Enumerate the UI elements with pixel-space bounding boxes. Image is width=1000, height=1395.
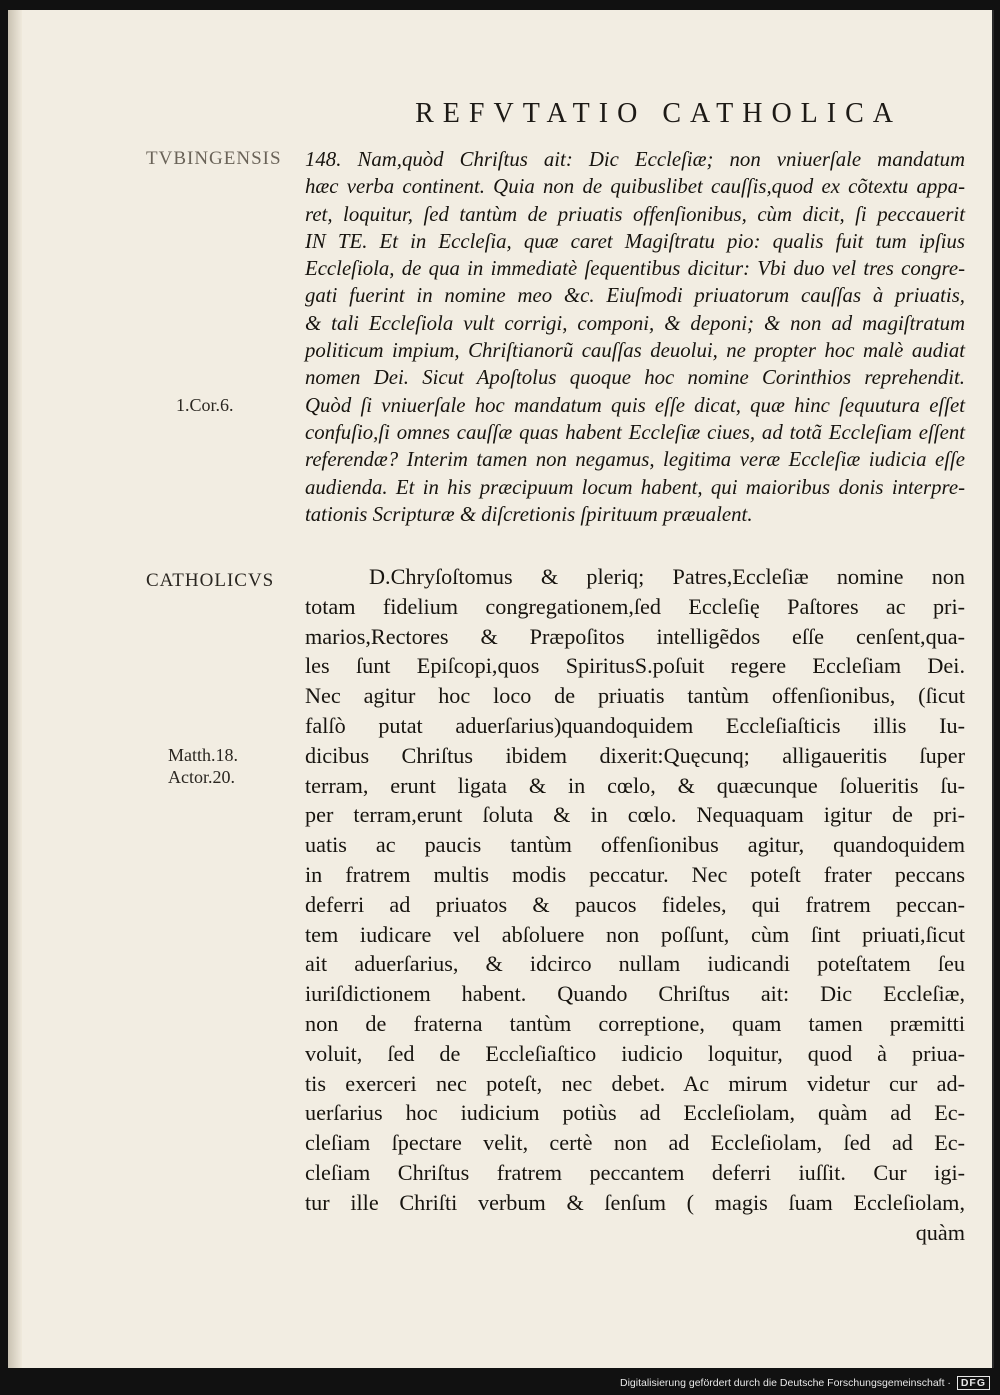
text-line: hæc verba continent. Quia non de quibuslibet cauſſis,quod ex cõtextu appa- (305, 175, 965, 199)
credit-text: Digitalisierung gefördert durch die Deutsche Forschungsgemeinschaft · (619, 1377, 951, 1389)
text-line: uatis ac paucis tantùm offenſionibus agitur, quandoquidem (305, 832, 965, 858)
text-line: ret, loquitur, ſed tantùm de priuatis offenſionibus, cùm dicit, ſi peccauerit (305, 202, 965, 226)
text-line: terram, erunt ligata & in cœlo, & quæcunque ſolueritis ſu- (305, 772, 965, 798)
text-line: politicum impium, Chriſtianorũ cauſſas deuolui, ne propter hoc malè audiat (305, 339, 965, 363)
speaker-label-catholicus: CATHOLICVS (146, 570, 275, 591)
book-page (8, 10, 994, 1368)
text-line: in fratrem multis modis peccatur. Nec poteſt frater peccans (305, 861, 965, 887)
text-line: dicibus Chriſtus ibidem dixerit:Quęcunq; alligaueritis ſuper (305, 742, 965, 768)
text-line: tationis Scripturæ & diſcretionis ſpirituum præualent. (305, 502, 753, 526)
italic-paragraph (305, 146, 965, 528)
text-line: voluit, ſed de Eccleſiaſtico iudicio loquitur, quod à priua- (305, 1040, 965, 1066)
margin-note-actor: Actor.20. (168, 767, 235, 787)
text-line: deferri ad priuatos & paucos fideles, qui fratrem peccan- (305, 891, 965, 917)
text-line: & tali Eccleſiola vult corrigi, componi, & deponi; & non ad magiſtratum (305, 311, 965, 335)
text-line: totam fidelium congregationem,ſed Eccleſię Paſtores ac pri- (305, 593, 965, 619)
text-line: cleſiam Chriſtus fratrem peccantem deferri iuſſit. Cur igi- (305, 1159, 965, 1185)
text-line: tis exerceri nec poteſt, nec debet. Ac mirum videtur cur ad- (305, 1070, 965, 1096)
text-line: gati fuerint in nomine meo &c. Eiuſmodi priuatorum cauſſas à priuatis, (305, 284, 965, 308)
text-line: referendæ? Interim tamen non negamus, legitima veræ Eccleſiæ iudicia eſſe (305, 448, 965, 472)
dfg-logo: DFG (957, 1376, 990, 1390)
text-line: audienda. Et in his præcipuum locum habent, qui maioribus donis interpre- (305, 475, 965, 499)
text-line: confuſio,ſi omnes cauſſæ quas habent Eccleſiæ ciues, ad totã Eccleſiam eſſent (305, 420, 965, 444)
text-line: tur ille Chriſti verbum & ſenſum ( magis ſuam Eccleſiolam, (305, 1189, 965, 1215)
text-line: D.Chryſoſtomus & pleriq; Patres,Eccleſiæ nomine non (369, 564, 965, 589)
text-line: non de fraterna tantùm correptione, quam tamen præmitti (305, 1010, 965, 1036)
text-line: 148. Nam,quòd Chriſtus ait: Dic Eccleſiæ; non vniuerſale mandatum (305, 148, 965, 171)
text-line: uerſarius hoc iudicium potiùs ad Eccleſiolam, quàm ad Ec- (305, 1100, 965, 1126)
page-gutter (8, 10, 22, 1368)
catchword: quàm (915, 1219, 965, 1245)
text-line: ait aduerſarius, & idcirco nullam iudicandi poteſtatem ſeu (305, 951, 965, 977)
text-line: Eccleſiola, de qua in immediatè ſequentibus dicitur: Vbi duo vel tres congre- (305, 257, 965, 281)
text-line: IN TE. Et in Eccleſia, quæ caret Magiſtratu pio: qualis fuit tum ipſius (305, 229, 965, 253)
text-line: les ſunt Epiſcopi,quos SpiritusS.poſuit regere Eccleſiam Dei. (305, 653, 965, 679)
text-line: iuriſdictionem habent. Quando Chriſtus ait: Dic Eccleſiæ, (305, 981, 965, 1007)
running-header: REFVTATIO CATHOLICA (415, 98, 902, 129)
text-line: falſò putat aduerſarius)quandoquidem Eccleſiaſticis illis Iu- (305, 712, 965, 738)
speaker-label-tubingensis: TVBINGENSIS (146, 148, 282, 169)
text-line: per terram,erunt ſoluta & in cœlo. Nequaquam igitur de pri- (305, 802, 965, 828)
roman-paragraph (305, 562, 965, 1247)
text-line: cleſiam ſpectare velit, certè non ad Eccleſiolam, ſed ad Ec- (305, 1130, 965, 1156)
text-line: nomen Dei. Sicut Apoſtolus quoque hoc nomine Corinthios reprehendit. (305, 366, 965, 390)
margin-note-references (168, 744, 313, 788)
text-line: Quòd ſi vniuerſale hoc mandatum quis eſſe dicat, quæ hinc ſequutura eſſet (305, 393, 965, 417)
digitization-credit (620, 1376, 990, 1390)
text-line: marios,Rectores & Præpoſitos intelligẽdos eſſe cenſent,qua- (305, 623, 965, 649)
text-line: tem iudicare vel abſoluere non poſſunt, cùm ſint priuati,ſicut (305, 921, 965, 947)
text-line: Nec agitur hoc loco de priuatis tantùm offenſionibus, (ſicut (305, 683, 965, 709)
margin-note-matth: Matth.18. (168, 745, 238, 765)
margin-note-cor: 1.Cor.6. (176, 395, 234, 415)
